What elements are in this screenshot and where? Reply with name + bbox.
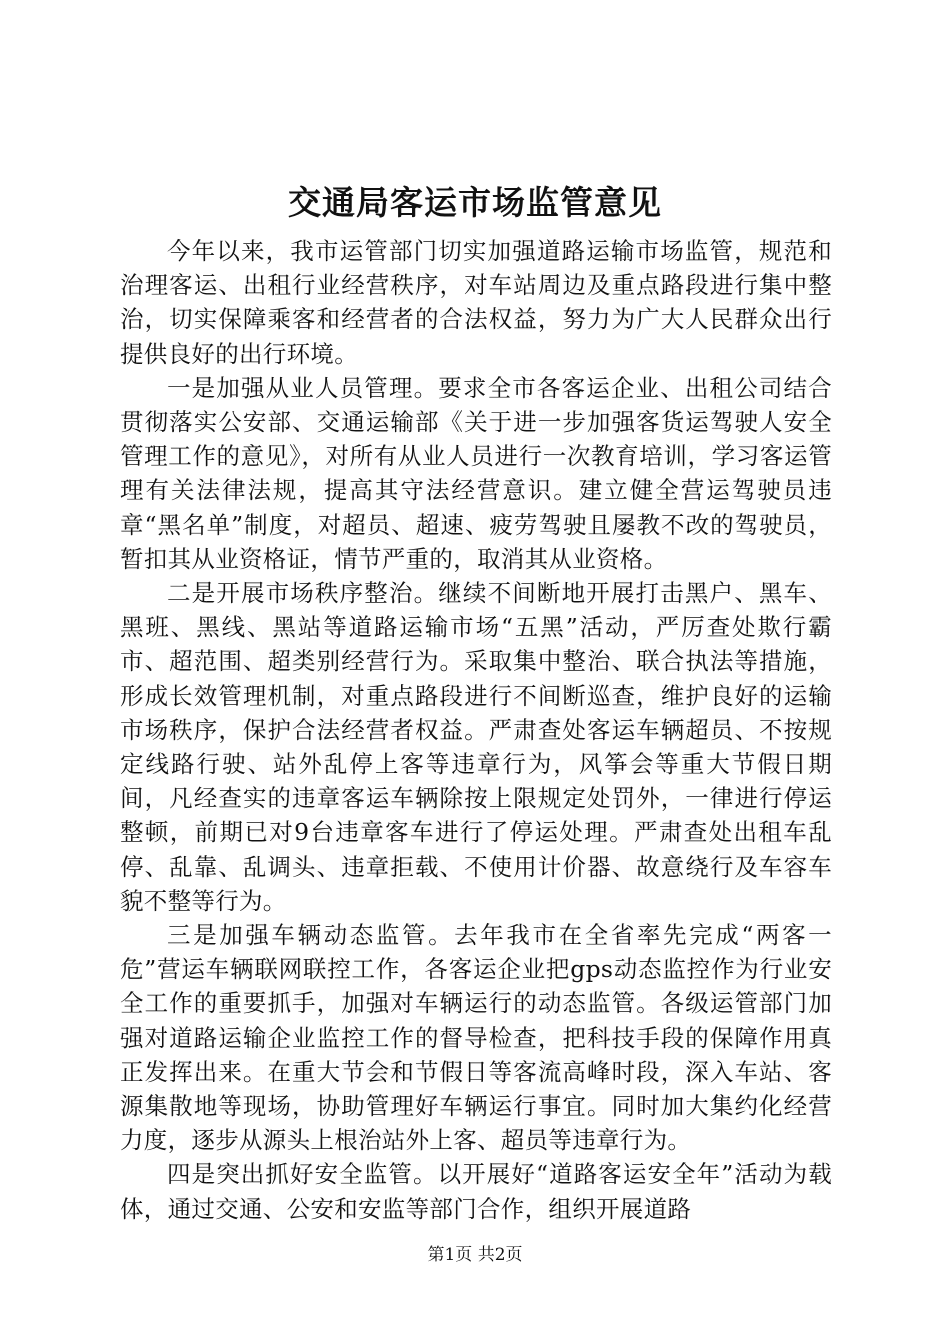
paragraph-dynamic-monitoring: 三是加强车辆动态监管。去年我市在全省率先完成“两客一危”营运车辆联网联控工作，各客运企业把gps动态监控作为行业安全工作的重要抓手，加强对车辆运行的动态监管。各级运管部门加强对道路运输企业监控工作的督导检查，把科技手段的保障作用真正发挥出来。在重大节会和节假日等客流高峰时段，深入车站、客源集散地等现场，协助管理好车辆运行事宜。同时加大集约化经营力度，逐步从源头上根治站外上客、超员等违章行为。 (120, 921, 832, 1155)
document-body (120, 234, 832, 1226)
paragraph-safety-supervision: 四是突出抓好安全监管。以开展好“道路客运安全年”活动为载体，通过交通、公安和安监等部门合作，组织开展道路 (120, 1160, 832, 1223)
page-footer (0, 1244, 950, 1266)
paragraph-staff-management: 一是加强从业人员管理。要求全市各客运企业、出租公司结合贯彻落实公安部、交通运输部《关于进一步加强客货运驾驶人安全管理工作的意见》，对所有从业人员进行一次教育培训，学习客运管理有关法律法规，提高其守法经营意识。建立健全营运驾驶员违章“黑名单”制度，对超员、超速、疲劳驾驶且屡教不改的驾驶员，暂扣其从业资格证，情节严重的，取消其从业资格。 (120, 373, 832, 573)
page-number: 第1页 共2页 (427, 1245, 523, 1265)
document-title: 交通局客运市场监管意见 (288, 183, 662, 222)
paragraph-intro: 今年以来，我市运管部门切实加强道路运输市场监管，规范和治理客运、出租行业经营秩序，对车站周边及重点路段进行集中整治，切实保障乘客和经营者的合法权益，努力为广大人民群众出行提供良好的出行环境。 (120, 237, 832, 368)
paragraph-market-order: 二是开展市场秩序整治。继续不间断地开展打击黑户、黑车、黑班、黑线、黑站等道路运输市场“五黑”活动，严厉查处欺行霸市、超范围、超类别经营行为。采取集中整治、联合执法等措施，形成长效管理机制，对重点路段进行不间断巡查，维护良好的运输市场秩序，保护合法经营者权益。严肃查处客运车辆超员、不按规定线路行驶、站外乱停上客等违章行为，风筝会等重大节假日期间，凡经查实的违章客运车辆除按上限规定处罚外，一律进行停运整顿，前期已对9台违章客车进行了停运处理。严肃查处出租车乱停、乱靠、乱调头、违章拒载、不使用计价器、故意绕行及车容车貌不整等行为。 (120, 579, 832, 915)
